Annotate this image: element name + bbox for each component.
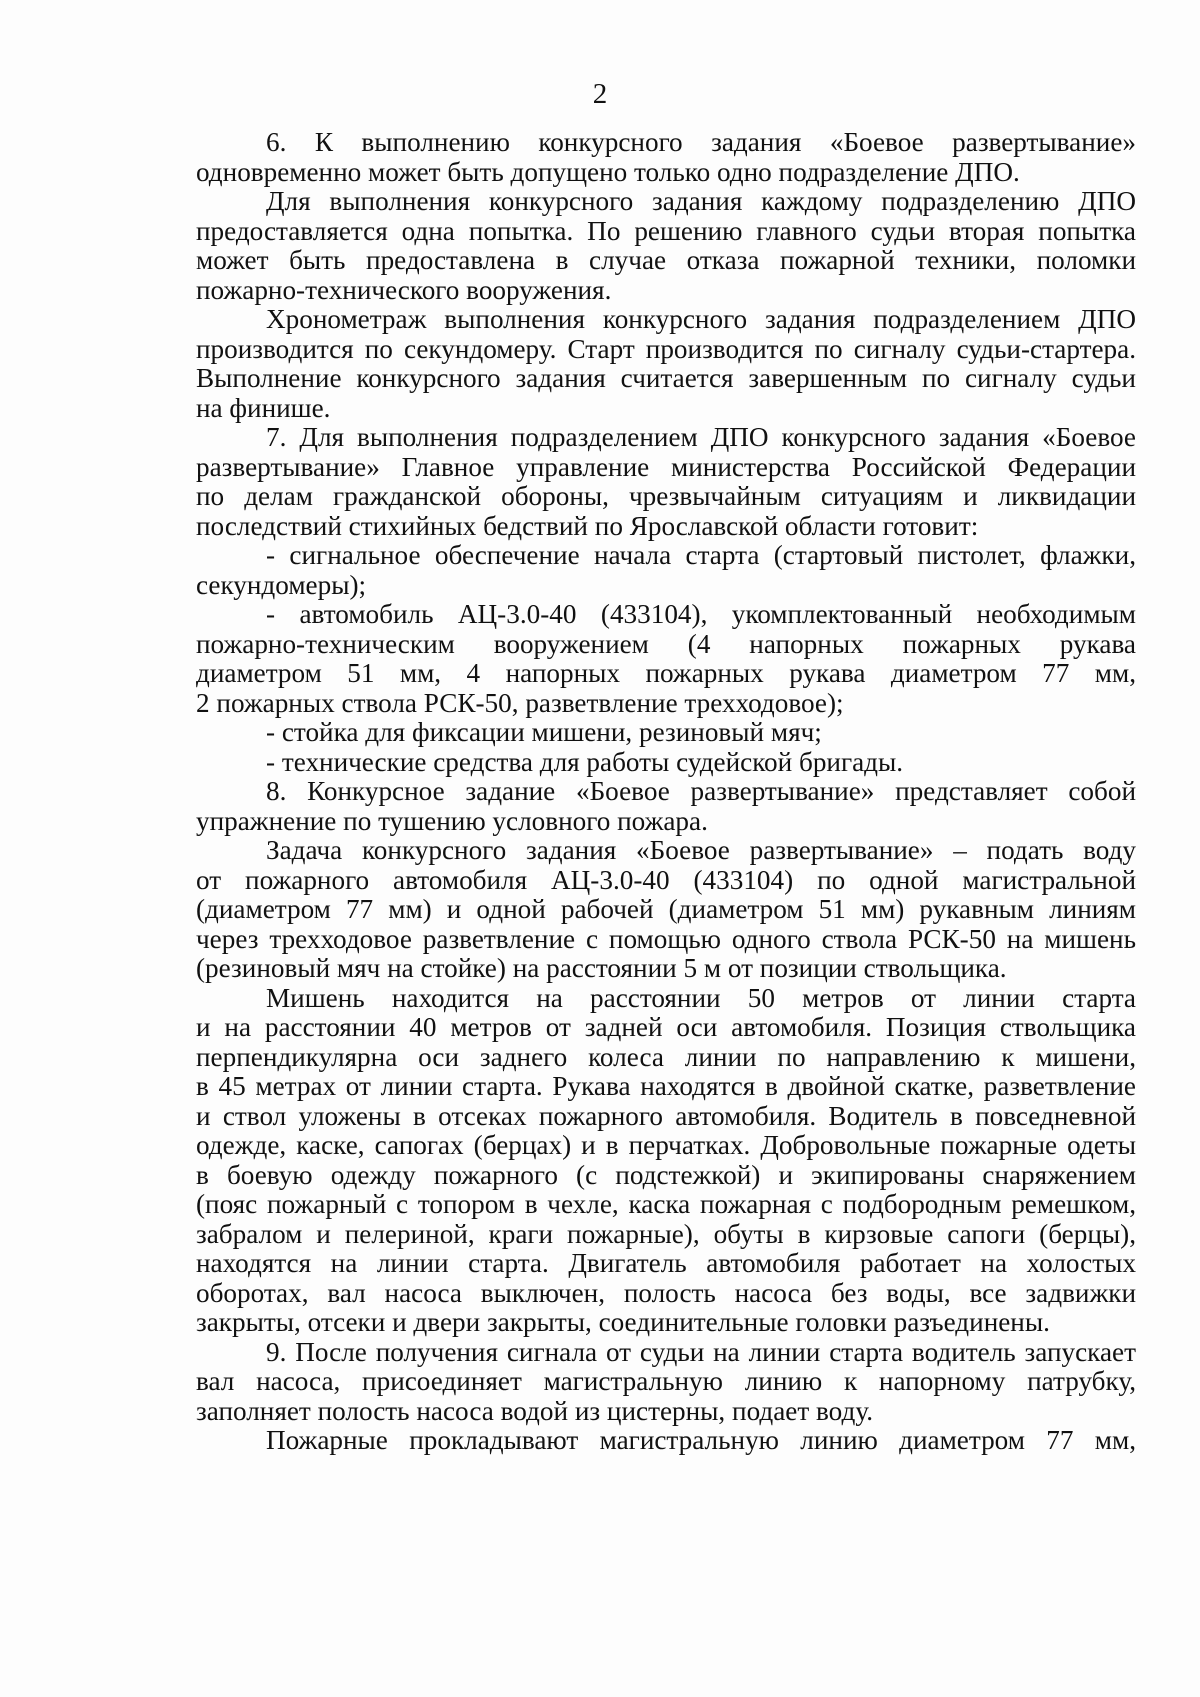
text-line: (диаметром 77 мм) и одной рабочей (диаметром 51 мм) рукавным линиям	[196, 894, 1136, 924]
text-line: Задача конкурсного задания «Боевое развертывание» – подать воду	[266, 835, 1136, 865]
text-line: закрыты, отсеки и двери закрыты, соединительные головки разъединены.	[196, 1307, 1050, 1337]
text-line: пожарно-техническим вооружением (4 напорных пожарных рукава	[196, 628, 1136, 659]
text-line: от пожарного автомобиля АЦ-3.0-40 (433104) по одной магистральной	[196, 864, 1136, 895]
text-line: 7. Для выполнения подразделением ДПО конкурсного задания «Боевое	[266, 422, 1136, 452]
text-line: - автомобиль АЦ-3.0-40 (433104), укомплектованный необходимым	[266, 599, 1136, 629]
text-line: упражнение по тушению условного пожара.	[196, 805, 708, 836]
text-line: Пожарные прокладывают магистральную линию диаметром 77 мм,	[266, 1425, 1136, 1455]
text-line: секундомеры);	[196, 569, 367, 600]
text-line: оборотах, вал насоса выключен, полость насоса без воды, все задвижки	[196, 1277, 1136, 1308]
text-line: 2 пожарных ствола РСК-50, разветвление трехходовое);	[196, 687, 844, 718]
text-line: пожарно-технического вооружения.	[196, 274, 612, 305]
text-line: (резиновый мяч на стойке) на расстоянии 5 м от позиции ствольщика.	[196, 953, 1007, 983]
text-line: одежде, каске, сапогах (берцах) и в перчатках. Добровольные пожарные одеты	[196, 1130, 1136, 1160]
text-line: в боевую одежду пожарного (с подстежкой) и экипированы снаряжением	[196, 1159, 1136, 1190]
text-line: Выполнение конкурсного задания считается завершенным по сигналу судьи	[196, 363, 1136, 393]
text-line: развертывание» Главное управление министерства Российской Федерации	[196, 451, 1136, 482]
text-line: Мишень находится на расстоянии 50 метров от линии старта	[266, 982, 1136, 1013]
text-line: в 45 метрах от линии старта. Рукава находятся в двойной скатке, разветвление	[196, 1071, 1136, 1101]
text-line: предоставляется одна попытка. По решению главного судьи вторая попытка	[196, 215, 1136, 246]
text-line: (пояс пожарный с топором в чехле, каска пожарная с подбородным ремешком,	[196, 1189, 1136, 1219]
text-line: одновременно может быть допущено только одно подразделение ДПО.	[196, 156, 1020, 187]
text-line: забралом и пелериной, краги пожарные), обуты в кирзовые сапоги (берцы),	[196, 1218, 1136, 1249]
text-line: заполняет полость насоса водой из цистерны, подает воду.	[196, 1395, 873, 1426]
text-line: по делам гражданской обороны, чрезвычайным ситуациям и ликвидации	[196, 481, 1136, 511]
text-line: 9. После получения сигнала от судьи на линии старта водитель запускает	[266, 1336, 1136, 1367]
text-line: - стойка для фиксации мишени, резиновый мяч;	[266, 717, 822, 747]
text-line: последствий стихийных бедствий по Ярославской области готовит:	[196, 510, 979, 541]
text-line: 6. К выполнению конкурсного задания «Боевое развертывание»	[266, 127, 1136, 157]
text-line: вал насоса, присоединяет магистральную линию к напорному патрубку,	[196, 1366, 1136, 1396]
text-line: Хронометраж выполнения конкурсного задания подразделением ДПО	[266, 304, 1136, 334]
text-line: диаметром 51 мм, 4 напорных пожарных рукава диаметром 77 мм,	[196, 658, 1136, 688]
text-line: Для выполнения конкурсного задания каждому подразделению ДПО	[266, 186, 1136, 216]
text-line: через трехходовое разветвление с помощью одного ствола РСК-50 на мишень	[196, 923, 1136, 954]
text-line: - сигнальное обеспечение начала старта (стартовый пистолет, флажки,	[266, 540, 1136, 570]
text-line: - технические средства для работы судейской бригады.	[266, 746, 904, 777]
document-body	[196, 128, 1136, 1456]
text-line: производится по секундомеру. Старт производится по сигналу судьи-стартера.	[196, 333, 1136, 364]
text-line: 8. Конкурсное задание «Боевое развертывание» представляет собой	[266, 776, 1136, 806]
text-line: может быть предоставлена в случае отказа пожарной техники, поломки	[196, 245, 1136, 275]
text-line: перпендикулярна оси заднего колеса линии по направлению к мишени,	[196, 1041, 1136, 1072]
text-line: и на расстоянии 40 метров от задней оси автомобиля. Позиция ствольщика	[196, 1012, 1136, 1042]
text-line: и ствол уложены в отсеках пожарного автомобиля. Водитель в повседневной	[196, 1100, 1136, 1131]
text-line: находятся на линии старта. Двигатель автомобиля работает на холостых	[196, 1248, 1136, 1278]
text-line: на финише.	[196, 392, 331, 423]
page-number: 2	[592, 78, 608, 110]
